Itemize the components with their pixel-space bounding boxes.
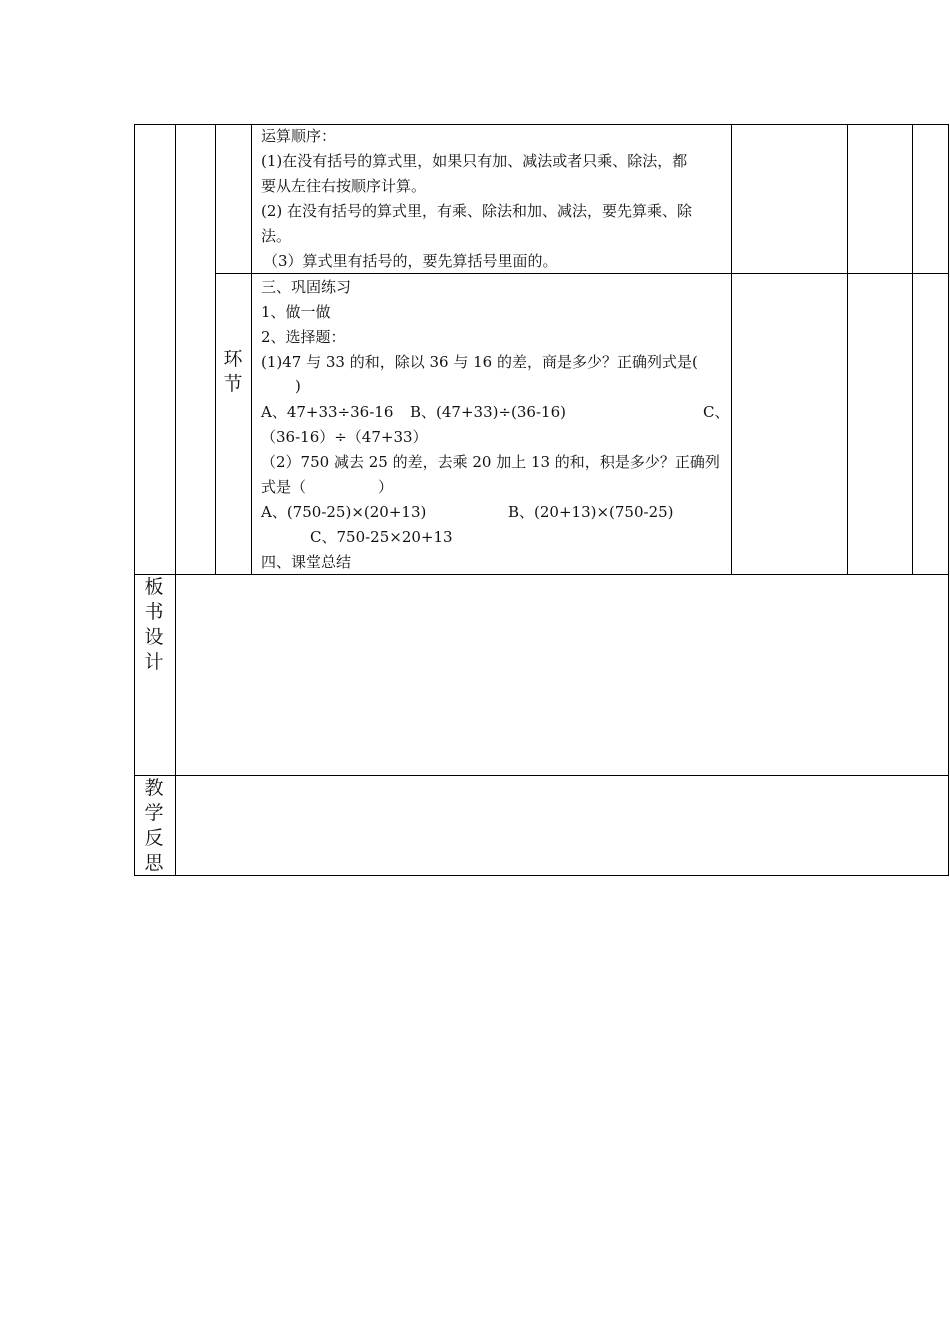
board-design-text: 板书设计: [144, 576, 164, 673]
question-2-option-a: A、(750-25)×(20+13): [261, 503, 427, 521]
col-border-right: [948, 124, 949, 876]
board-design-label: [143, 575, 167, 675]
rule-1-line-1: (1)在没有括号的算式里，如果只有加、减法或者只乘、除法，都: [261, 152, 688, 170]
row-border-board: [134, 775, 949, 776]
col-border-5: [731, 124, 732, 575]
question-1-option-b: B、(47+33)÷(36-16): [410, 403, 566, 421]
rules-title: 运算顺序：: [261, 127, 337, 145]
practice-item-1: 1、做一做: [261, 303, 331, 321]
question-2-option-c: C、750-25×20+13: [310, 528, 453, 546]
rule-1-line-2: 要从左往右按顺序计算。: [261, 177, 427, 195]
row-border-top: [134, 124, 949, 125]
col-border-4: [251, 124, 252, 575]
col-border-3: [215, 124, 216, 575]
reflection-label: [143, 776, 167, 876]
row-border-practice: [134, 574, 949, 575]
question-1-option-c: （36-16）÷（47+33）: [261, 428, 428, 446]
col-border-left: [134, 124, 135, 876]
row-border-bottom: [134, 875, 949, 876]
section-label-text: 环节: [223, 348, 243, 395]
question-1-option-a: A、47+33÷36-16: [261, 403, 394, 421]
rule-3: （3）算式里有括号的，要先算括号里面的。: [263, 252, 558, 270]
practice-item-2: 2、选择题：: [261, 328, 346, 346]
reflection-text: 教学反思: [144, 777, 164, 874]
rule-2-line-1: (2) 在没有括号的算式里，有乘、除法和加、减法，要先算乘、除: [261, 202, 693, 220]
col-border-2: [175, 124, 176, 876]
practice-heading: 三、巩固练习: [261, 278, 352, 296]
class-summary: 四、课堂总结: [261, 553, 352, 571]
question-1-option-c-prefix: C、: [703, 403, 730, 421]
col-border-7: [912, 124, 913, 575]
question-2-line-1: （2）750 减去 25 的差，去乘 20 加上 13 的和，积是多少？正确列: [261, 453, 720, 471]
question-1-line-2: ): [295, 377, 301, 395]
question-1-line-1: (1)47 与 33 的和，除以 36 与 16 的差，商是多少？正确列式是(: [261, 353, 698, 371]
rule-2-line-2: 法。: [261, 227, 292, 245]
question-2-line-2-close: ）: [378, 478, 394, 496]
col-border-6: [847, 124, 848, 575]
section-label: [222, 347, 246, 397]
question-2-option-b: B、(20+13)×(750-25): [508, 503, 674, 521]
question-2-line-2: 式是（: [261, 478, 307, 496]
